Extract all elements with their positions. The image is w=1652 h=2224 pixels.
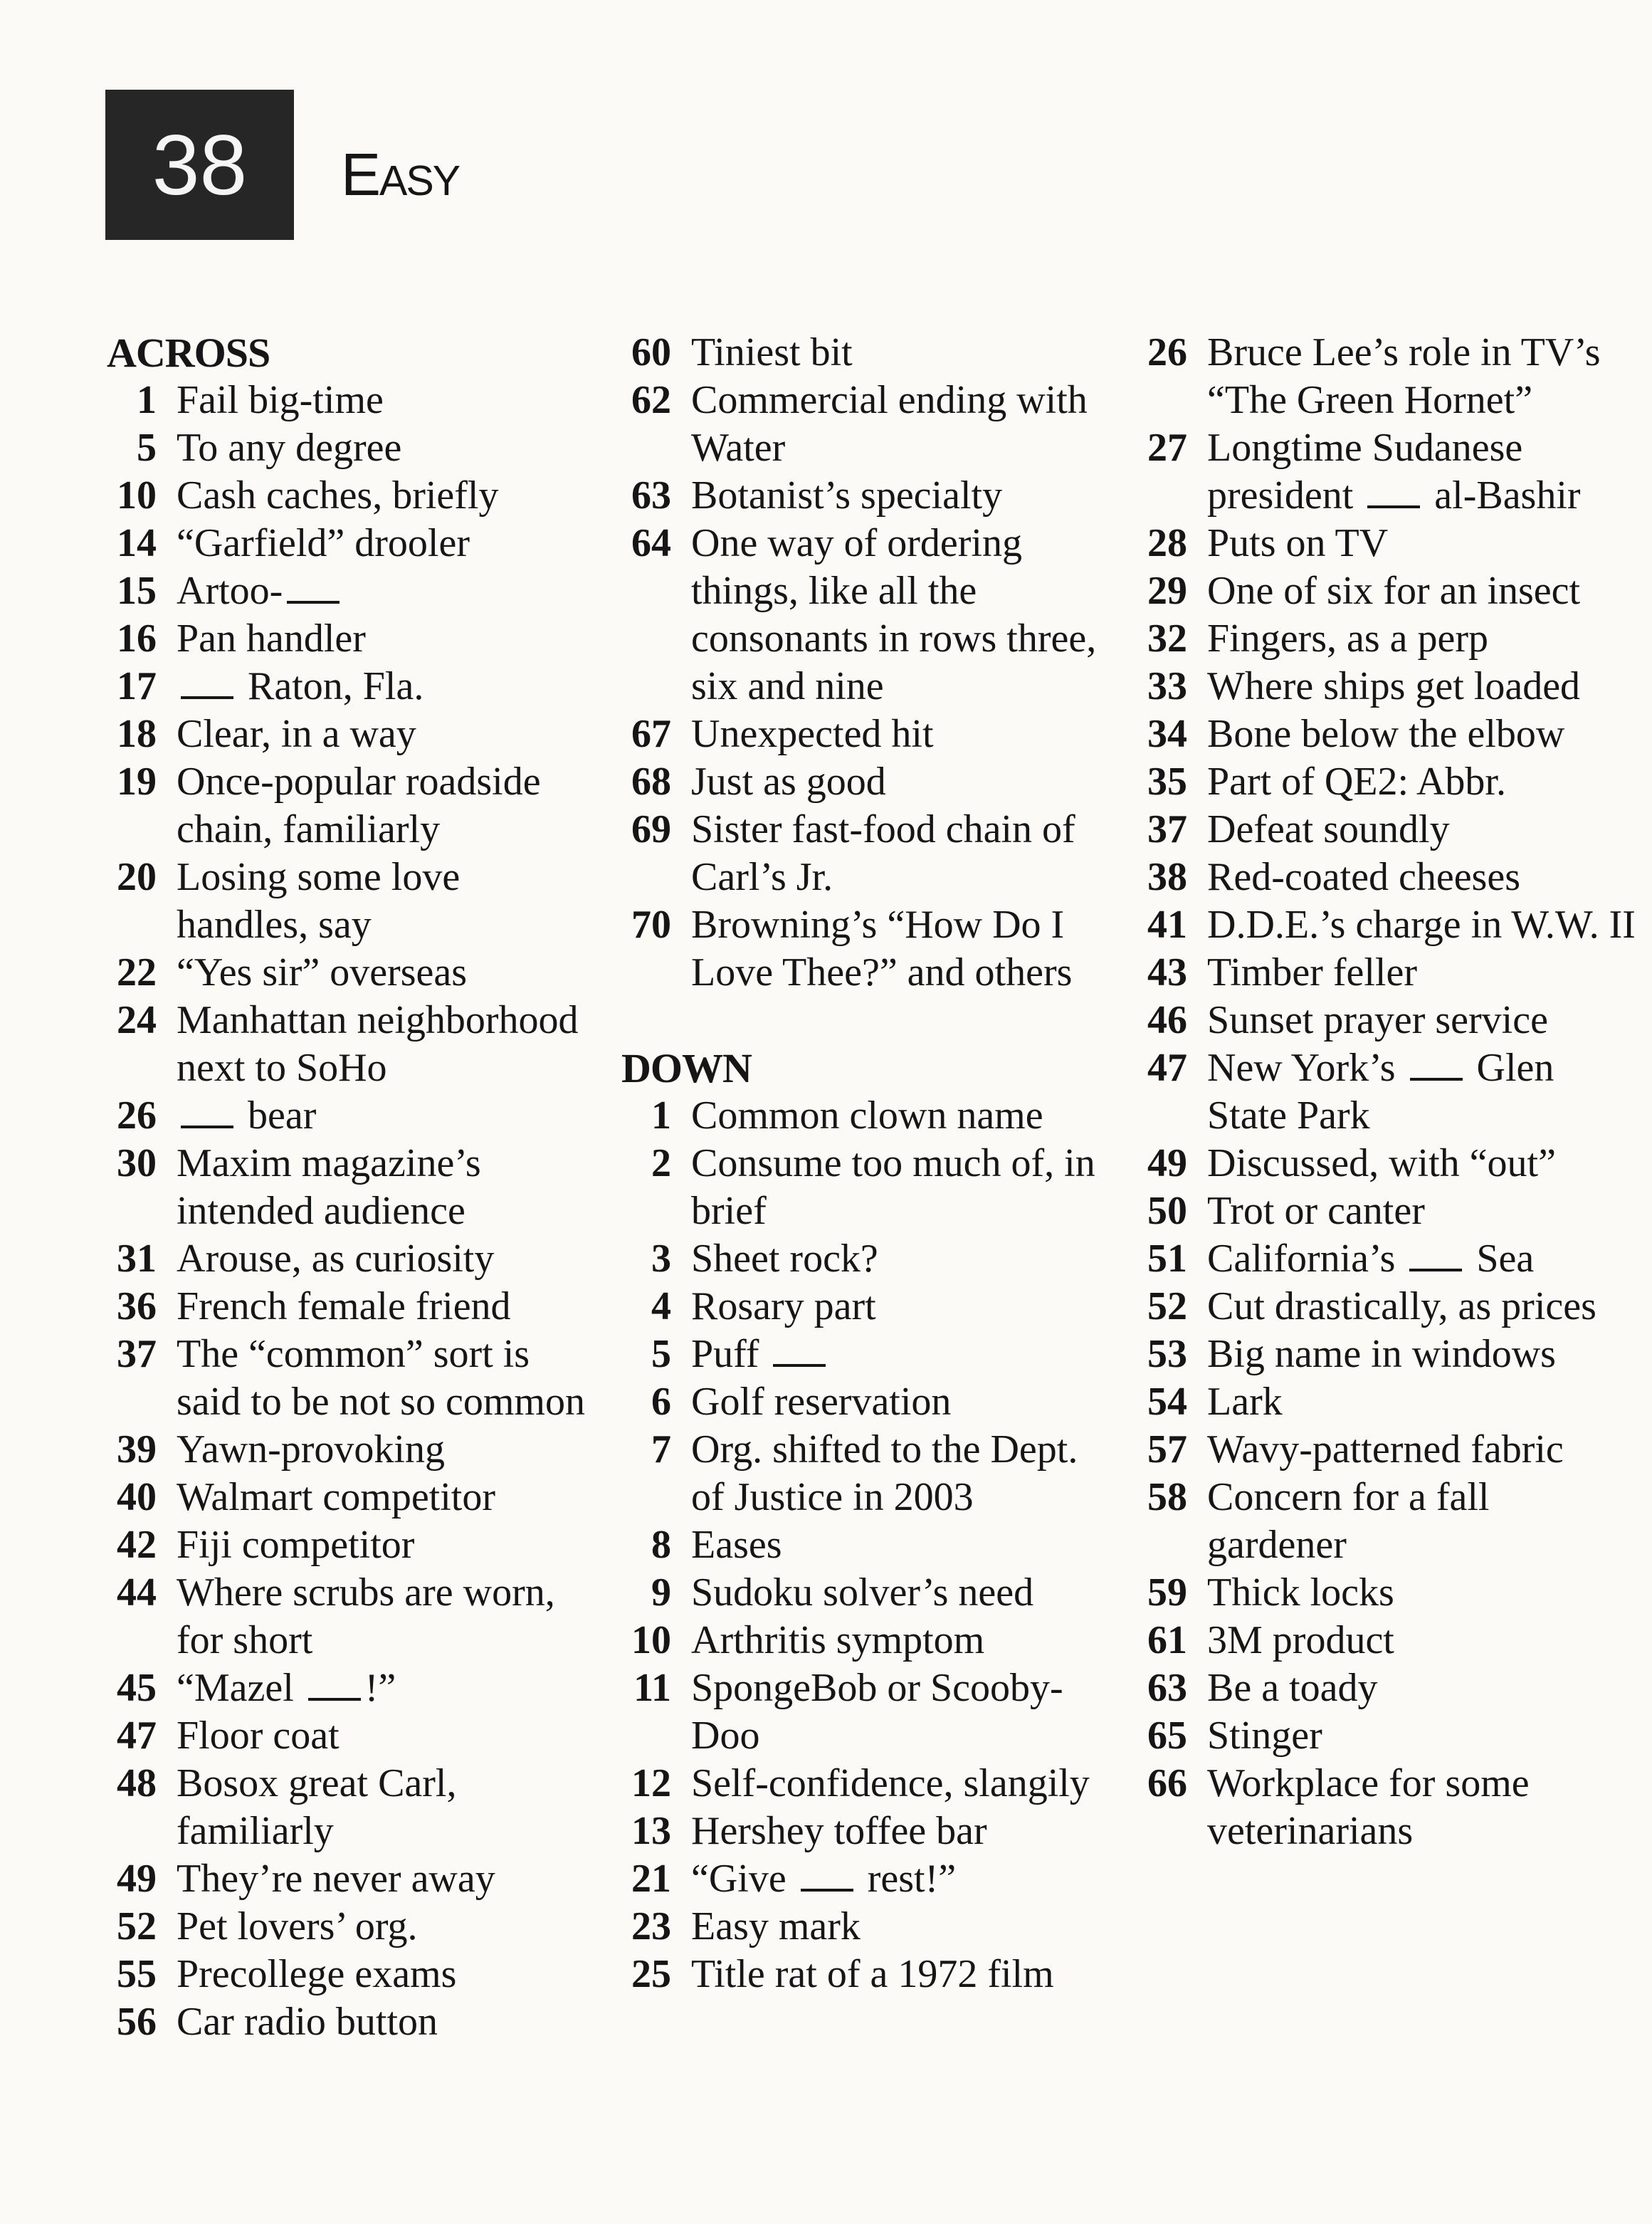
clue-text: Timber feller: [1207, 950, 1417, 995]
clue-number: 41: [1147, 903, 1187, 947]
clue-text: New York’s Glen State Park: [1207, 1046, 1554, 1138]
clue-text: Bosox great Carl, familiarly: [177, 1761, 457, 1853]
across-clue: [621, 758, 1112, 806]
clue-number: 36: [117, 1284, 157, 1328]
clue-text: Lark: [1207, 1380, 1283, 1424]
clue-text: Pan handler: [177, 617, 366, 661]
clue-number: 9: [651, 1570, 671, 1615]
across-clue: [107, 1140, 591, 1235]
clue-text: Browning’s “How Do I Love Thee?” and others: [691, 903, 1073, 995]
answer-blank: [181, 665, 233, 699]
clue-number: 37: [1147, 807, 1187, 851]
clue-text: Botanist’s specialty: [691, 473, 1003, 518]
clue-number: 34: [1147, 712, 1187, 756]
clue-text: Clear, in a way: [177, 712, 416, 756]
across-clue: [621, 901, 1112, 997]
clue-number: 24: [117, 998, 157, 1042]
clue-text: Fiji competitor: [177, 1523, 415, 1567]
across-clue: [107, 1426, 591, 1474]
clue-text: One of six for an insect: [1207, 569, 1581, 613]
down-clue: [1137, 1426, 1636, 1474]
clue-text: Fail big-time: [177, 378, 384, 422]
clue-text: Concern for a fall gardener: [1207, 1475, 1490, 1567]
difficulty-label: Easy: [341, 141, 460, 208]
clue-text: Manhattan neighborhood next to SoHo: [177, 998, 579, 1090]
puzzle-header: [105, 90, 459, 240]
down-clue: [1137, 1712, 1636, 1760]
clue-number: 54: [1147, 1380, 1187, 1424]
clue-number: 30: [117, 1141, 157, 1185]
clue-number: 44: [117, 1570, 157, 1615]
clue-number: 25: [631, 1952, 671, 1996]
down-clue: [1137, 806, 1636, 854]
across-clue: [107, 710, 591, 758]
clue-number: 68: [631, 760, 671, 804]
clue-text: Wavy-patterned fabric: [1207, 1427, 1564, 1472]
clue-number: 13: [631, 1809, 671, 1853]
down-clue: [1137, 710, 1636, 758]
answer-blank: [308, 1667, 361, 1701]
clue-number: 38: [1147, 855, 1187, 899]
across-clue: [107, 1712, 591, 1760]
down-clue: [621, 1521, 1112, 1569]
clue-number: 53: [1147, 1332, 1187, 1376]
down-clue: [1137, 567, 1636, 615]
across-clue: [621, 377, 1112, 472]
down-clue: [1137, 1140, 1636, 1187]
clue-number: 16: [117, 617, 157, 661]
down-clue: [621, 1617, 1112, 1664]
clue-text: Org. shifted to the Dept. of Justice in 2003: [691, 1427, 1078, 1519]
clue-text: Puts on TV: [1207, 521, 1389, 565]
clue-number: 28: [1147, 521, 1187, 565]
clue-text: Hershey toffee bar: [691, 1809, 987, 1853]
across-clue: [107, 854, 591, 949]
clue-text: Longtime Sudanese president al-Bashir: [1207, 426, 1581, 518]
down-clue: [1137, 1378, 1636, 1426]
clue-number: 1: [651, 1093, 671, 1138]
down-clue: [621, 1903, 1112, 1951]
clue-text: Fingers, as a perp: [1207, 617, 1489, 661]
clue-text: The “common” sort is said to be not so common: [177, 1332, 585, 1424]
clue-text: Sudoku solver’s need: [691, 1570, 1034, 1615]
clue-text: Tiniest bit: [691, 330, 853, 374]
clue-text: D.D.E.’s charge in W.W. II: [1207, 903, 1636, 947]
clue-number: 70: [631, 903, 671, 947]
clue-number: 19: [117, 760, 157, 804]
clue-column-2: [621, 329, 1112, 1998]
clue-text: Commercial ending with Water: [691, 378, 1088, 470]
clue-number: 62: [631, 378, 671, 422]
clue-number: 10: [631, 1618, 671, 1662]
section-spacer: [621, 997, 1112, 1044]
across-clue: [107, 1235, 591, 1283]
clue-number: 5: [137, 426, 157, 470]
clue-number: 4: [651, 1284, 671, 1328]
down-clue: [621, 1951, 1112, 1998]
clue-number: 40: [117, 1475, 157, 1519]
clue-text: Red-coated cheeses: [1207, 855, 1520, 899]
clue-text: Sunset prayer service: [1207, 998, 1548, 1042]
answer-blank: [1409, 1237, 1462, 1271]
across-clue: [107, 567, 591, 615]
across-clue: [107, 424, 591, 472]
across-clue: [107, 1569, 591, 1664]
clue-text: Discussed, with “out”: [1207, 1141, 1556, 1185]
clue-text: Yawn-provoking: [177, 1427, 445, 1472]
clue-text: Where scrubs are worn, for short: [177, 1570, 555, 1662]
clue-number: 64: [631, 521, 671, 565]
across-clue: [107, 1998, 591, 2046]
clue-number: 26: [117, 1093, 157, 1138]
clue-text: Stinger: [1207, 1714, 1322, 1758]
clue-number: 6: [651, 1380, 671, 1424]
across-clue: [621, 806, 1112, 901]
across-clue: [621, 710, 1112, 758]
down-clue: [621, 1569, 1112, 1617]
down-clue: [1137, 1187, 1636, 1235]
clue-number: 67: [631, 712, 671, 756]
clue-text: Bruce Lee’s role in TV’s “The Green Hornet”: [1207, 330, 1601, 422]
clue-number: 39: [117, 1427, 157, 1472]
clue-number: 27: [1147, 426, 1187, 470]
clue-number: 35: [1147, 760, 1187, 804]
clue-number: 8: [651, 1523, 671, 1567]
clue-number: 50: [1147, 1189, 1187, 1233]
down-clue: [1137, 520, 1636, 567]
clue-number: 66: [1147, 1761, 1187, 1805]
clue-number: 52: [1147, 1284, 1187, 1328]
across-clue: [107, 615, 591, 663]
clue-number: 17: [117, 664, 157, 708]
down-clue: [1137, 329, 1636, 424]
down-clue: [1137, 1283, 1636, 1331]
clue-number: 63: [631, 473, 671, 518]
clue-text: “Yes sir” overseas: [177, 950, 467, 995]
clue-text: SpongeBob or Scooby-Doo: [691, 1666, 1063, 1758]
clue-number: 23: [631, 1904, 671, 1948]
clue-number: 56: [117, 2000, 157, 2044]
across-clue: [107, 1331, 591, 1426]
clue-text: French female friend: [177, 1284, 511, 1328]
clue-number: 22: [117, 950, 157, 995]
clue-text: Walmart competitor: [177, 1475, 495, 1519]
answer-blank: [1367, 474, 1420, 508]
across-clue: [107, 663, 591, 710]
clue-text: 3M product: [1207, 1618, 1394, 1662]
clue-text: Workplace for some veterinarians: [1207, 1761, 1530, 1853]
clue-number: 43: [1147, 950, 1187, 995]
clue-text: Maxim magazine’s intended audience: [177, 1141, 481, 1233]
clue-text: Artoo-: [177, 567, 591, 615]
down-clue: [1137, 1664, 1636, 1712]
clue-text: Sister fast-food chain of Carl’s Jr.: [691, 807, 1075, 899]
clue-text: Self-confidence, slangily: [691, 1761, 1090, 1805]
down-clue: [621, 1855, 1112, 1903]
clue-text: Sheet rock?: [691, 1237, 878, 1281]
clue-text: Raton, Fla.: [177, 663, 591, 710]
down-clue: [1137, 1044, 1636, 1140]
clue-text: Big name in windows: [1207, 1332, 1556, 1376]
across-clue: [107, 1951, 591, 1998]
down-clue: [1137, 615, 1636, 663]
clue-text: Be a toady: [1207, 1666, 1378, 1710]
clue-text: Cut drastically, as prices: [1207, 1284, 1596, 1328]
clue-number: 37: [117, 1332, 157, 1376]
clue-text: bear: [177, 1092, 591, 1140]
clue-number: 7: [651, 1427, 671, 1472]
clue-number: 45: [117, 1666, 157, 1710]
across-clue: [107, 949, 591, 997]
clue-text: They’re never away: [177, 1857, 495, 1901]
across-clue: [107, 997, 591, 1092]
clue-text: Thick locks: [1207, 1570, 1394, 1615]
clue-text: Defeat soundly: [1207, 807, 1450, 851]
clue-number: 49: [1147, 1141, 1187, 1185]
across-clue: [107, 1283, 591, 1331]
clue-number: 1: [137, 378, 157, 422]
clue-text: Rosary part: [691, 1284, 876, 1328]
clue-number: 31: [117, 1237, 157, 1281]
clue-number: 42: [117, 1523, 157, 1567]
clue-text: Golf reservation: [691, 1380, 952, 1424]
clue-number: 47: [1147, 1046, 1187, 1090]
clue-text: Pet lovers’ org.: [177, 1904, 418, 1948]
clue-text: Where ships get loaded: [1207, 664, 1581, 708]
clue-text: One way of ordering things, like all the consonants in rows three, six and nine: [691, 521, 1097, 708]
clue-number: 60: [631, 330, 671, 374]
clue-number: 26: [1147, 330, 1187, 374]
clue-text: Easy mark: [691, 1904, 861, 1948]
clue-number: 21: [631, 1857, 671, 1901]
clue-text: Puff: [691, 1331, 1112, 1378]
across-heading: ACROSS: [107, 330, 270, 376]
down-clue: [1137, 854, 1636, 901]
clue-number: 58: [1147, 1475, 1187, 1519]
clue-number: 20: [117, 855, 157, 899]
clue-number: 15: [117, 569, 157, 613]
clue-text: Once-popular roadside chain, familiarly: [177, 760, 541, 851]
down-clue: [1137, 1331, 1636, 1378]
clue-text: California’s Sea: [1207, 1237, 1535, 1281]
answer-blank: [181, 1094, 233, 1128]
clue-text: Consume too much of, in brief: [691, 1141, 1095, 1233]
down-clue: [621, 1378, 1112, 1426]
across-clue: [107, 1092, 591, 1140]
answer-blank: [1410, 1047, 1463, 1081]
down-clue: [621, 1426, 1112, 1521]
clue-text: Car radio button: [177, 2000, 438, 2044]
clue-text: Trot or canter: [1207, 1189, 1425, 1233]
clue-text: Just as good: [691, 760, 886, 804]
down-clue: [621, 1140, 1112, 1235]
clue-text: Precollege exams: [177, 1952, 457, 1996]
down-clue: [1137, 1474, 1636, 1569]
clue-number: 3: [651, 1237, 671, 1281]
clue-number: 33: [1147, 664, 1187, 708]
down-clue: [621, 1808, 1112, 1855]
clue-column-3: [1137, 329, 1636, 1855]
down-clue: [1137, 901, 1636, 949]
across-clue: [107, 1760, 591, 1855]
down-clue: [1137, 949, 1636, 997]
clue-number: 32: [1147, 617, 1187, 661]
clue-text: Cash caches, briefly: [177, 473, 499, 518]
across-clue: [107, 1664, 591, 1712]
down-clue: [1137, 997, 1636, 1044]
clue-text: “Garfield” drooler: [177, 521, 470, 565]
clue-number: 29: [1147, 569, 1187, 613]
clue-text: “Mazel !”: [177, 1666, 396, 1710]
clue-number: 2: [651, 1141, 671, 1185]
down-clue: [621, 1092, 1112, 1140]
down-clue: [1137, 1569, 1636, 1617]
across-clue: [107, 520, 591, 567]
clue-number: 48: [117, 1761, 157, 1805]
down-clue: [1137, 1760, 1636, 1855]
clue-text: Bone below the elbow: [1207, 712, 1565, 756]
down-clue: [1137, 1235, 1636, 1283]
down-clue: [1137, 663, 1636, 710]
down-clue: [1137, 1617, 1636, 1664]
down-heading: DOWN: [621, 1045, 752, 1091]
down-clue: [621, 1283, 1112, 1331]
clue-text: Part of QE2: Abbr.: [1207, 760, 1506, 804]
answer-blank: [801, 1857, 853, 1892]
across-clue: [107, 377, 591, 424]
across-clue: [107, 472, 591, 520]
clue-text: Title rat of a 1972 film: [691, 1952, 1054, 1996]
across-clue: [107, 1855, 591, 1903]
clue-number: 51: [1147, 1237, 1187, 1281]
clue-number: 14: [117, 521, 157, 565]
clue-text: Eases: [691, 1523, 782, 1567]
answer-blank: [773, 1333, 826, 1367]
clue-text: To any degree: [177, 426, 402, 470]
across-clue: [107, 1903, 591, 1951]
clue-number: 69: [631, 807, 671, 851]
clue-number: 57: [1147, 1427, 1187, 1472]
clue-number: 59: [1147, 1570, 1187, 1615]
down-clue: [621, 1760, 1112, 1808]
clue-number: 46: [1147, 998, 1187, 1042]
clue-number: 49: [117, 1857, 157, 1901]
down-clue: [1137, 424, 1636, 520]
across-clue: [621, 329, 1112, 377]
clue-number: 18: [117, 712, 157, 756]
clue-text: Losing some love handles, say: [177, 855, 461, 947]
clue-text: Arthritis symptom: [691, 1618, 985, 1662]
puzzle-number: 38: [105, 90, 294, 240]
clue-text: Arouse, as curiosity: [177, 1237, 495, 1281]
across-clue: [107, 758, 591, 854]
clue-number: 63: [1147, 1666, 1187, 1710]
clue-number: 65: [1147, 1714, 1187, 1758]
clue-number: 12: [631, 1761, 671, 1805]
clue-number: 47: [117, 1714, 157, 1758]
down-clue: [621, 1235, 1112, 1283]
answer-blank: [287, 570, 340, 604]
clue-text: Unexpected hit: [691, 712, 934, 756]
across-clue: [621, 520, 1112, 710]
across-clue: [621, 472, 1112, 520]
clue-column-1: [107, 329, 591, 2046]
clue-text: Common clown name: [691, 1093, 1043, 1138]
down-clue: [1137, 758, 1636, 806]
across-clue: [107, 1521, 591, 1569]
down-clue: [621, 1664, 1112, 1760]
clue-text: “Give rest!”: [691, 1857, 957, 1901]
clue-text: Floor coat: [177, 1714, 340, 1758]
clue-number: 11: [633, 1666, 671, 1710]
clue-number: 5: [651, 1332, 671, 1376]
clue-number: 61: [1147, 1618, 1187, 1662]
clue-number: 52: [117, 1904, 157, 1948]
clue-number: 10: [117, 473, 157, 518]
down-clue: [621, 1331, 1112, 1378]
clue-number: 55: [117, 1952, 157, 1996]
across-clue: [107, 1474, 591, 1521]
